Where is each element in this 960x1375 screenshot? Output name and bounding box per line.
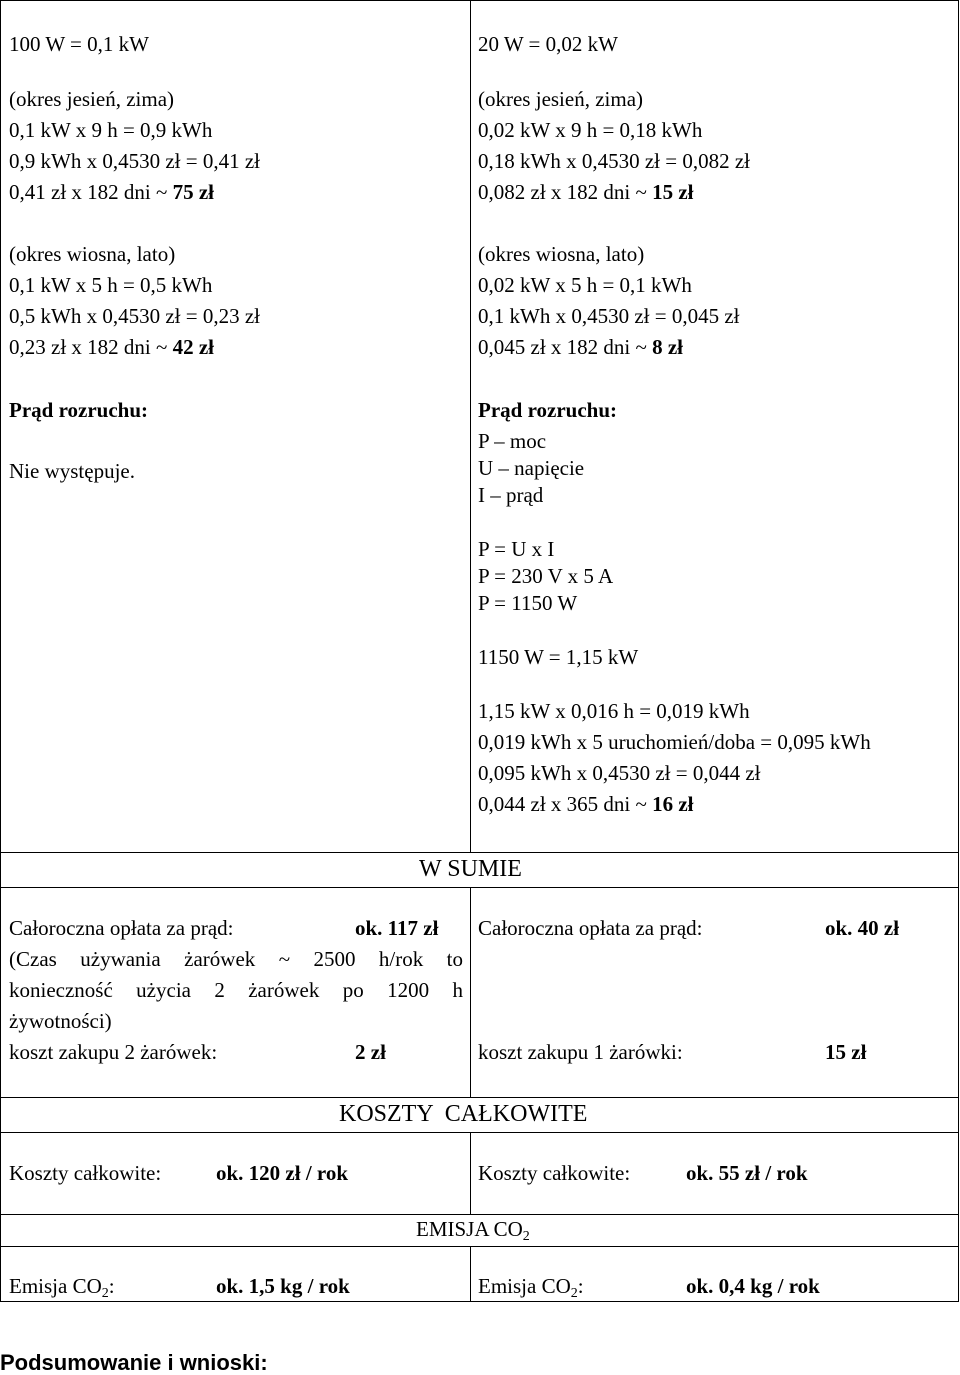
note-word: h (452, 978, 463, 1002)
emission-left-text: Emisja CO (9, 1274, 102, 1298)
note-word: żarówek (248, 978, 320, 1002)
left-spring-line (9, 337, 214, 358)
conversion-line: 1150 W = 1,15 kW (478, 645, 639, 669)
total-right-value: ok. 55 zł / rok (686, 1161, 808, 1185)
sum-left-fee-label: Całoroczna opłata za prąd: (9, 916, 234, 940)
left-autumn-line (9, 182, 214, 203)
right-startup-header: Prąd rozruchu: (478, 398, 618, 422)
sum-left-purchase-value: 2 zł (355, 1040, 386, 1064)
table-row-divider (0, 1214, 959, 1215)
table-border-bottom (0, 1301, 959, 1302)
total-left-value: ok. 120 zł / rok (216, 1161, 349, 1185)
note-word: to (446, 947, 463, 971)
right-spring-calc: 0,045 zł x 182 dni ~ (478, 335, 653, 359)
right-spring-line: 0,1 kWh x 0,4530 zł = 0,045 zł (478, 304, 740, 328)
note-word: użycia (136, 978, 191, 1002)
sum-right-purchase-value: 15 zł (825, 1040, 867, 1064)
right-spring-line: 0,02 kW x 5 h = 0,1 kWh (478, 273, 692, 297)
formula-line: P = U x I (478, 537, 555, 561)
startup-calc-line (478, 794, 694, 815)
table-border-right (958, 0, 959, 1302)
right-autumn-line: 0,18 kWh x 0,4530 zł = 0,082 zł (478, 149, 750, 173)
startup-calc: 0,044 zł x 365 dni ~ (478, 792, 653, 816)
left-power-line: 100 W = 0,1 kW (9, 32, 149, 56)
left-startup-header: Prąd rozruchu: (9, 398, 149, 422)
note-word: 2500 (313, 947, 356, 971)
table-row-divider (0, 852, 959, 853)
emission-left-label (9, 1274, 115, 1301)
startup-result: 16 zł (652, 792, 694, 816)
sum-header: W SUMIE (419, 856, 522, 882)
left-spring-result: 42 zł (172, 335, 215, 359)
emission-left-value: ok. 1,5 kg / rok (216, 1274, 350, 1298)
startup-calc-line: 0,095 kWh x 0,4530 zł = 0,044 zł (478, 761, 761, 785)
table-row-divider (0, 887, 959, 888)
left-autumn-line: 0,1 kW x 9 h = 0,9 kWh (9, 118, 213, 142)
left-spring-line: 0,5 kWh x 0,4530 zł = 0,23 zł (9, 304, 260, 328)
emission-right-label (478, 1274, 584, 1301)
emission-right-value: ok. 0,4 kg / rok (686, 1274, 820, 1298)
table-divider-middle (470, 1246, 471, 1302)
emission-header (416, 1217, 530, 1244)
right-autumn-line (478, 182, 694, 203)
sum-right-purchase-label: koszt zakupu 1 żarówki: (478, 1040, 683, 1064)
summary-heading: Podsumowanie i wnioski: (0, 1350, 268, 1375)
left-autumn-result: 75 zł (172, 180, 215, 204)
emission-header-sub: 2 (522, 1229, 530, 1244)
note-word: 2 (214, 978, 225, 1002)
formula-line: P = 230 V x 5 A (478, 564, 614, 588)
table-divider-middle (470, 1132, 471, 1214)
left-autumn-calc: 0,41 zł x 182 dni ~ (9, 180, 173, 204)
table-border-left (0, 0, 1, 1302)
table-row-divider (0, 1097, 959, 1098)
table-divider-middle (470, 0, 471, 852)
sum-left-purchase-label: koszt zakupu 2 żarówek: (9, 1040, 218, 1064)
left-spring-calc: 0,23 zł x 182 dni ~ (9, 335, 173, 359)
note-word: 1200 (387, 978, 430, 1002)
sum-left-note-line (9, 980, 463, 1001)
left-spring-header: (okres wiosna, lato) (9, 242, 176, 266)
startup-calc-line: 0,019 kWh x 5 uruchomień/doba = 0,095 kWh (478, 730, 871, 754)
emission-right-text: Emisja CO (478, 1274, 571, 1298)
sum-left-note-line: żywotności) (9, 1009, 112, 1033)
legend-power: P – moc (478, 429, 547, 453)
sum-right-fee-label: Całoroczna opłata za prąd: (478, 916, 703, 940)
note-word: h/rok (378, 947, 424, 971)
right-power-line: 20 W = 0,02 kW (478, 32, 618, 56)
sum-left-fee-value: ok. 117 zł (355, 916, 439, 940)
legend-current: I – prąd (478, 483, 544, 507)
left-autumn-header: (okres jesień, zima) (9, 87, 175, 111)
right-autumn-calc: 0,082 zł x 182 dni ~ (478, 180, 653, 204)
note-word: po (342, 978, 364, 1002)
total-right-label: Koszty całkowite: (478, 1161, 631, 1185)
table-border-top (0, 0, 959, 1)
sum-right-fee-value: ok. 40 zł (825, 916, 900, 940)
right-autumn-header: (okres jesień, zima) (478, 87, 644, 111)
total-left-label: Koszty całkowite: (9, 1161, 162, 1185)
note-word: konieczność (9, 978, 113, 1002)
emission-left-colon: : (108, 1274, 115, 1298)
right-spring-result: 8 zł (652, 335, 684, 359)
table-divider-middle (470, 887, 471, 1097)
left-spring-line: 0,1 kW x 5 h = 0,5 kWh (9, 273, 213, 297)
note-word: używania (80, 947, 161, 971)
emission-right-sub: 2 (570, 1286, 578, 1301)
emission-header-text: EMISJA CO (416, 1217, 523, 1241)
emission-right-colon: : (577, 1274, 584, 1298)
left-autumn-line: 0,9 kWh x 0,4530 zł = 0,41 zł (9, 149, 260, 173)
right-autumn-result: 15 zł (652, 180, 694, 204)
sum-left-note-line (9, 949, 463, 970)
formula-line: P = 1150 W (478, 591, 578, 615)
right-autumn-line: 0,02 kW x 9 h = 0,18 kWh (478, 118, 703, 142)
right-spring-line (478, 337, 683, 358)
table-row-divider (0, 1246, 959, 1247)
note-word: żarówek (184, 947, 256, 971)
total-header: KOSZTY CAŁKOWITE (339, 1101, 588, 1127)
right-spring-header: (okres wiosna, lato) (478, 242, 645, 266)
table-row-divider (0, 1132, 959, 1133)
note-word: ~ (278, 947, 291, 971)
emission-left-sub: 2 (101, 1286, 109, 1301)
note-word: (Czas (9, 947, 57, 971)
startup-calc-line: 1,15 kW x 0,016 h = 0,019 kWh (478, 699, 750, 723)
left-startup-text: Nie występuje. (9, 459, 135, 483)
legend-voltage: U – napięcie (478, 456, 585, 480)
